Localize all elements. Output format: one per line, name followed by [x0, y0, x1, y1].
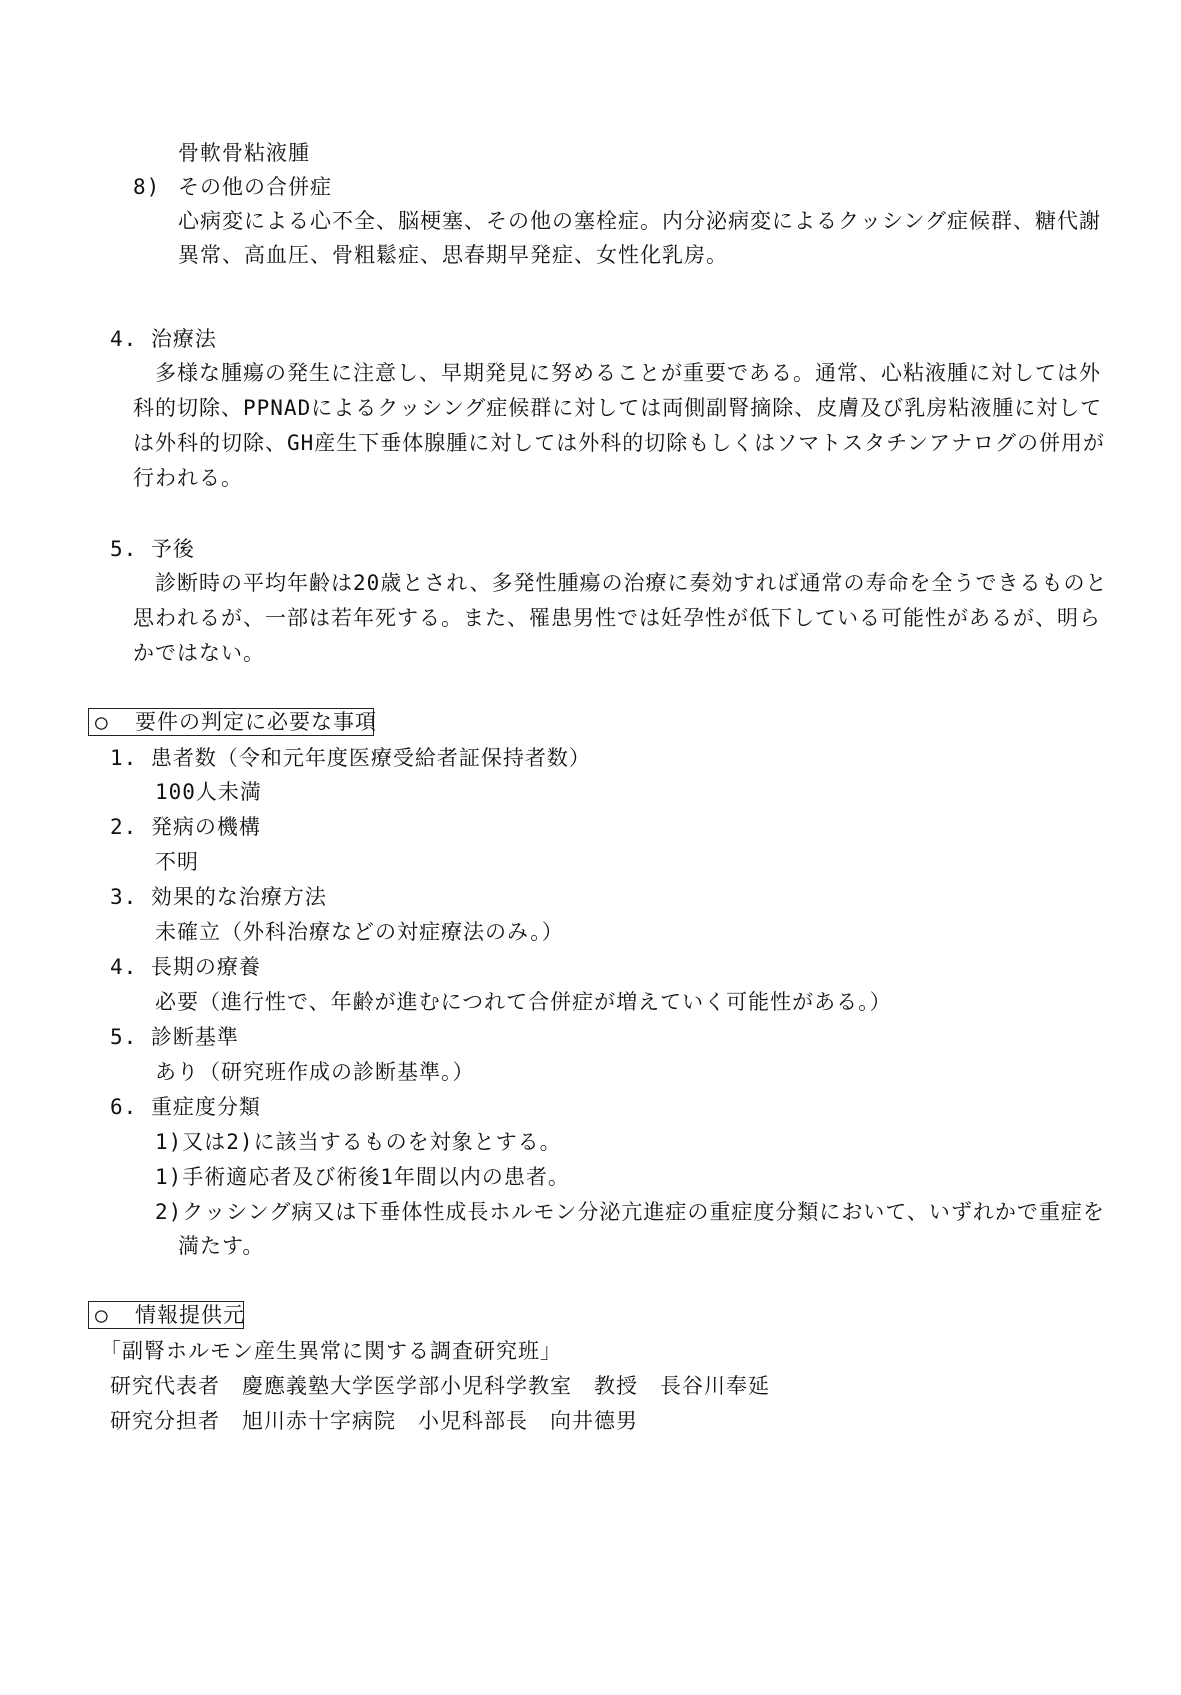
- paragraph-line: 行われる。: [133, 466, 243, 490]
- list-item-value: 満たす。: [178, 1234, 265, 1258]
- box-title: 要件の判定に必要な事項: [135, 710, 377, 734]
- requirements-box-heading: [88, 708, 377, 736]
- paragraph-line: 診断時の平均年齢は20歳とされ、多発性腫瘍の治療に奏効すれば通常の寿命を全うできるものと: [133, 571, 1108, 595]
- list-item-value: あり（研究班作成の診断基準。）: [155, 1060, 475, 1084]
- text-line: 骨軟骨粘液腫: [178, 141, 310, 165]
- circle-icon: ○: [95, 1303, 109, 1327]
- paragraph-line: 科的切除、PPNADによるクッシング症候群に対しては両側副腎摘除、皮膚及び乳房粘液腫に対して: [133, 396, 1103, 420]
- section-heading: 5. 予後: [110, 537, 195, 561]
- list-item-value: 2)クッシング病又は下垂体性成長ホルモン分泌亢進症の重症度分類において、いずれかで重症を: [155, 1200, 1105, 1224]
- subsection-number: 8): [133, 175, 161, 199]
- paragraph-line: 多様な腫瘍の発生に注意し、早期発見に努めることが重要である。通常、心粘液腫に対しては外: [133, 361, 1101, 385]
- box-title: 情報提供元: [135, 1303, 245, 1327]
- list-item-value: 1)手術適応者及び術後1年間以内の患者。: [155, 1165, 570, 1189]
- section-heading: 4. 治療法: [110, 327, 217, 351]
- text-line: 心病変による心不全、脳梗塞、その他の塞栓症。内分泌病変によるクッシング症候群、糖代謝: [178, 209, 1102, 233]
- circle-icon: ○: [95, 710, 109, 734]
- list-item-value: 未確立（外科治療などの対症療法のみ。）: [155, 920, 564, 944]
- list-item: 6. 重症度分類: [110, 1095, 261, 1119]
- list-item: 1. 患者数（令和元年度医療受給者証保持者数）: [110, 746, 591, 770]
- representative-line: 研究代表者 慶應義塾大学医学部小児科学教室 教授 長谷川奉延: [110, 1374, 770, 1398]
- paragraph-line: は外科的切除、GH産生下垂体腺腫に対しては外科的切除もしくはソマトスタチンアナログの併用が: [133, 431, 1106, 455]
- list-item: 3. 効果的な治療方法: [110, 885, 327, 909]
- subsection-title: その他の合併症: [178, 175, 332, 199]
- list-item-value: 不明: [155, 850, 199, 874]
- research-group: 「副腎ホルモン産生異常に関する調査研究班」: [100, 1339, 562, 1363]
- paragraph-line: かではない。: [133, 641, 265, 665]
- list-item: 5. 診断基準: [110, 1025, 239, 1049]
- list-item: 2. 発病の機構: [110, 815, 261, 839]
- info-box-heading: [88, 1301, 244, 1329]
- list-item-value: 必要（進行性で、年齢が進むにつれて合併症が増えていく可能性がある。）: [155, 990, 892, 1014]
- text-line: 異常、高血圧、骨粗鬆症、思春期早発症、女性化乳房。: [178, 243, 728, 267]
- list-item: 4. 長期の療養: [110, 955, 261, 979]
- paragraph-line: 思われるが、一部は若年死する。また、罹患男性では妊孕性が低下している可能性があるが、明ら: [133, 606, 1101, 630]
- list-item-value: 1)又は2)に該当するものを対象とする。: [155, 1130, 562, 1154]
- list-item-value: 100人未満: [155, 780, 262, 804]
- contributor-line: 研究分担者 旭川赤十字病院 小児科部長 向井德男: [110, 1409, 638, 1433]
